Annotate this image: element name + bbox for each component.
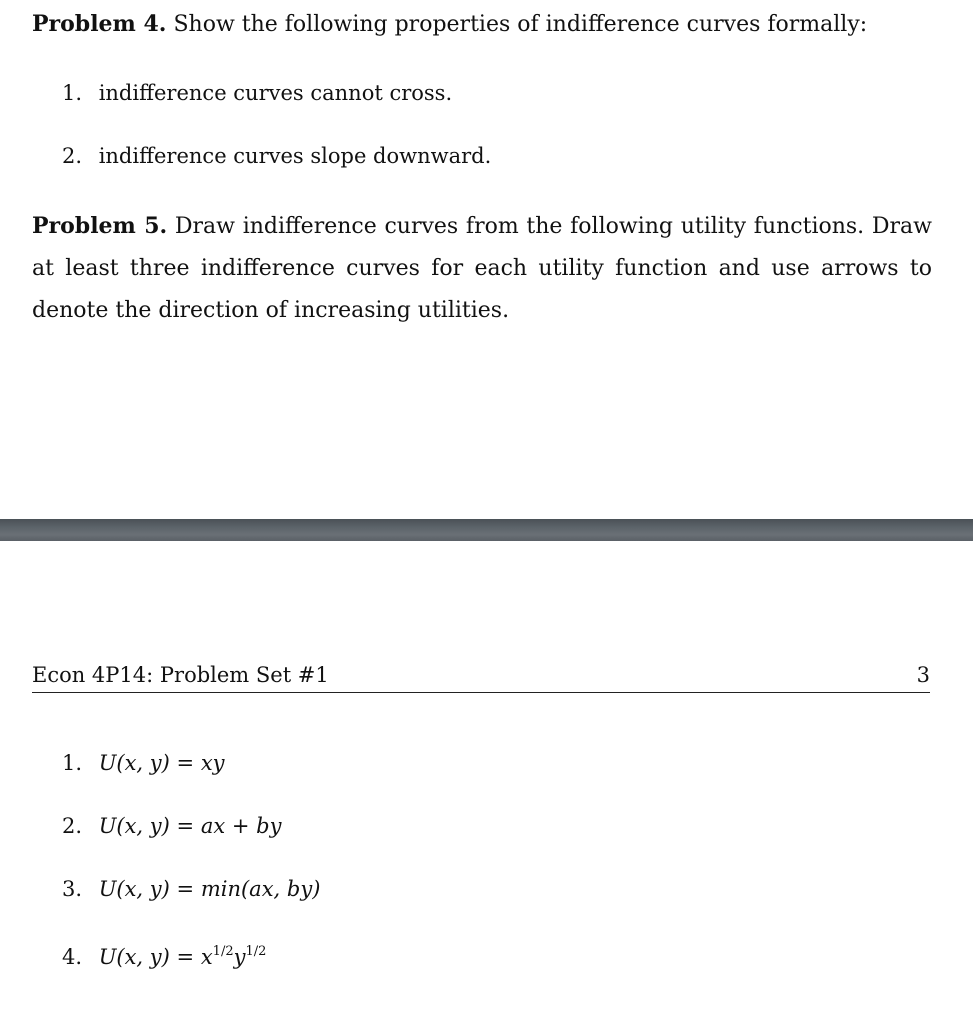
list-number: 1. [62,751,83,775]
equation-lhs: U(x, y) [98,877,170,901]
equation-lhs: U(x, y) [98,945,170,969]
equation-rhs: ax + by [200,814,282,838]
exponent-y: 1/2 [245,944,267,959]
page-number: 3 [916,663,930,687]
list-item-text: indifference curves slope downward. [98,144,492,168]
header-title: Econ 4P14: Problem Set #1 [32,663,329,687]
exponent-x: 1/2 [212,944,234,959]
base-y: y [233,945,246,969]
problem-4-item [62,78,452,108]
equation-rhs [201,945,267,969]
list-number: 2. [62,144,83,168]
base-x: x [200,945,213,969]
list-number: 1. [62,81,83,105]
list-number: 3. [62,877,83,901]
problem-4-heading [32,8,932,41]
problem-5-paragraph [32,205,932,332]
running-header [32,660,930,693]
list-number: 2. [62,814,83,838]
list-item-text: indifference curves cannot cross. [98,81,453,105]
problem-4-item [62,141,491,171]
equals-sign: = [176,814,195,838]
equation-rhs: xy [200,751,225,775]
problem-4-label: Problem 4. [32,11,167,37]
equation-lhs: U(x, y) [98,814,170,838]
utility-function-item [62,874,320,904]
problem-5-label: Problem 5. [32,213,168,239]
utility-function-item [62,748,225,778]
equation-rhs: min(ax, by) [200,877,321,901]
equals-sign: = [176,877,195,901]
problem-5-text: Draw indifference curves from the following utility functions. Draw at least three indifference curves for each utility function and use arrows to denote the direction of increasing utilities. [32,214,932,323]
problem-4-text: Show the following properties of indifference curves formally: [173,12,868,37]
equation-lhs: U(x, y) [98,751,170,775]
equals-sign: = [176,945,195,969]
equals-sign: = [176,751,195,775]
utility-function-item [62,937,266,972]
utility-function-item [62,811,281,841]
page-separator [0,519,973,541]
list-number: 4. [62,945,83,969]
